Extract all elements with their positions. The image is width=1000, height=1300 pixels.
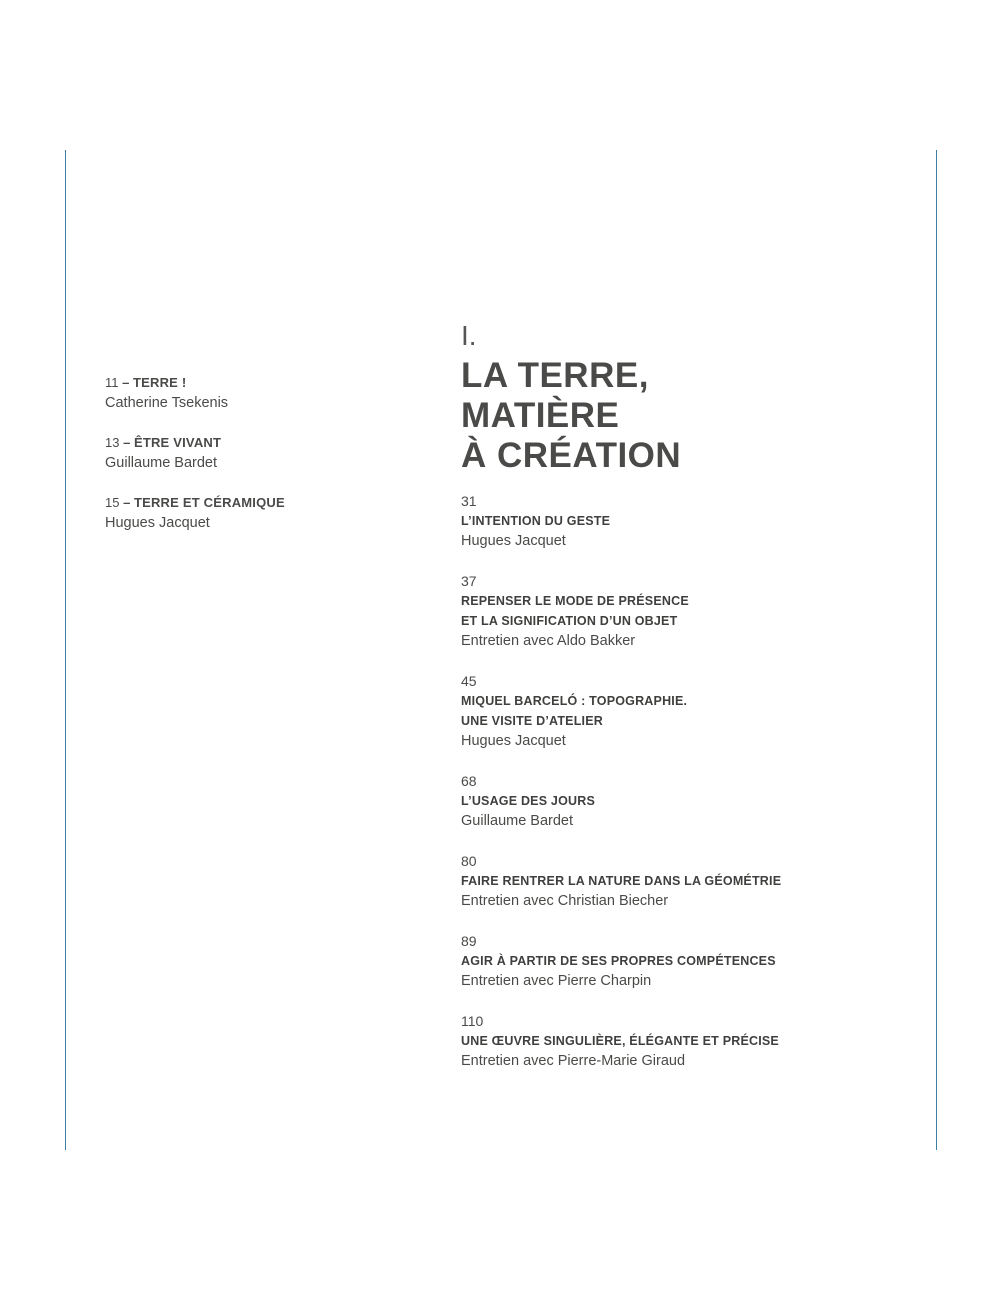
entry-author: Entretien avec Pierre Charpin [461,973,652,989]
entry-title: MIQUEL BARCELÓ : TOPOGRAPHIE. [461,694,688,708]
entry-title: L’USAGE DES JOURS [461,794,595,808]
entry-author: Catherine Tsekenis [105,395,229,411]
entry-title: UNE VISITE D’ATELIER [461,714,603,728]
entry-author: Entretien avec Aldo Bakker [461,633,636,649]
preface-list [105,373,405,553]
preface-entry: 15 – TERRE ET CÉRAMIQUE Hugues Jacquet [105,493,405,533]
page-number: 37 [461,573,477,589]
page-number: 31 [461,493,477,509]
entry-title: TERRE ET CÉRAMIQUE [133,495,285,510]
contents-entry [461,571,901,651]
preface-entry: 13 – ÊTRE VIVANT Guillaume Bardet [105,433,405,473]
contents-entry [461,1011,901,1071]
entry-title: UNE ŒUVRE SINGULIÈRE, ÉLÉGANTE ET PRÉCISE [461,1034,779,1048]
entry-author: Entretien avec Christian Biecher [461,893,669,909]
contents-list [461,491,901,1091]
entry-author: Guillaume Bardet [461,813,574,829]
right-margin-rule [936,150,937,1150]
page-number: 13 [105,435,120,450]
contents-entry [461,851,901,911]
page-number: 89 [461,933,477,949]
entry-title: L’INTENTION DU GESTE [461,514,611,528]
page-number: 68 [461,773,477,789]
page-number: 110 [461,1013,484,1029]
section-number: I. [461,320,477,351]
contents-entry [461,931,901,991]
entry-title: TERRE ! [132,375,187,390]
entry-title: REPENSER LE MODE DE PRÉSENCE [461,594,689,608]
contents-entry [461,491,901,551]
entry-author: Guillaume Bardet [105,455,218,471]
page-number: 15 [105,495,120,510]
preface-entry: 11 – TERRE ! Catherine Tsekenis [105,373,405,413]
entry-title: ÊTRE VIVANT [133,435,222,450]
contents-entry [461,671,901,751]
entry-author: Entretien avec Pierre-Marie Giraud [461,1053,686,1069]
page-number: 11 [105,375,119,390]
entry-author: Hugues Jacquet [105,515,210,531]
page-number: 80 [461,853,477,869]
left-margin-rule [65,150,66,1150]
section-heading [461,318,901,476]
page-number: 45 [461,673,477,689]
contents-entry [461,771,901,831]
entry-title: FAIRE RENTRER LA NATURE DANS LA GÉOMÉTRIE [461,874,782,888]
entry-author: Hugues Jacquet [461,533,566,549]
entry-title: ET LA SIGNIFICATION D’UN OBJET [461,614,678,628]
entry-title: AGIR À PARTIR DE SES PROPRES COMPÉTENCES [461,954,776,968]
entry-author: Hugues Jacquet [461,733,566,749]
section-title: LA TERRE, MATIÈRE À CRÉATION [461,356,682,475]
